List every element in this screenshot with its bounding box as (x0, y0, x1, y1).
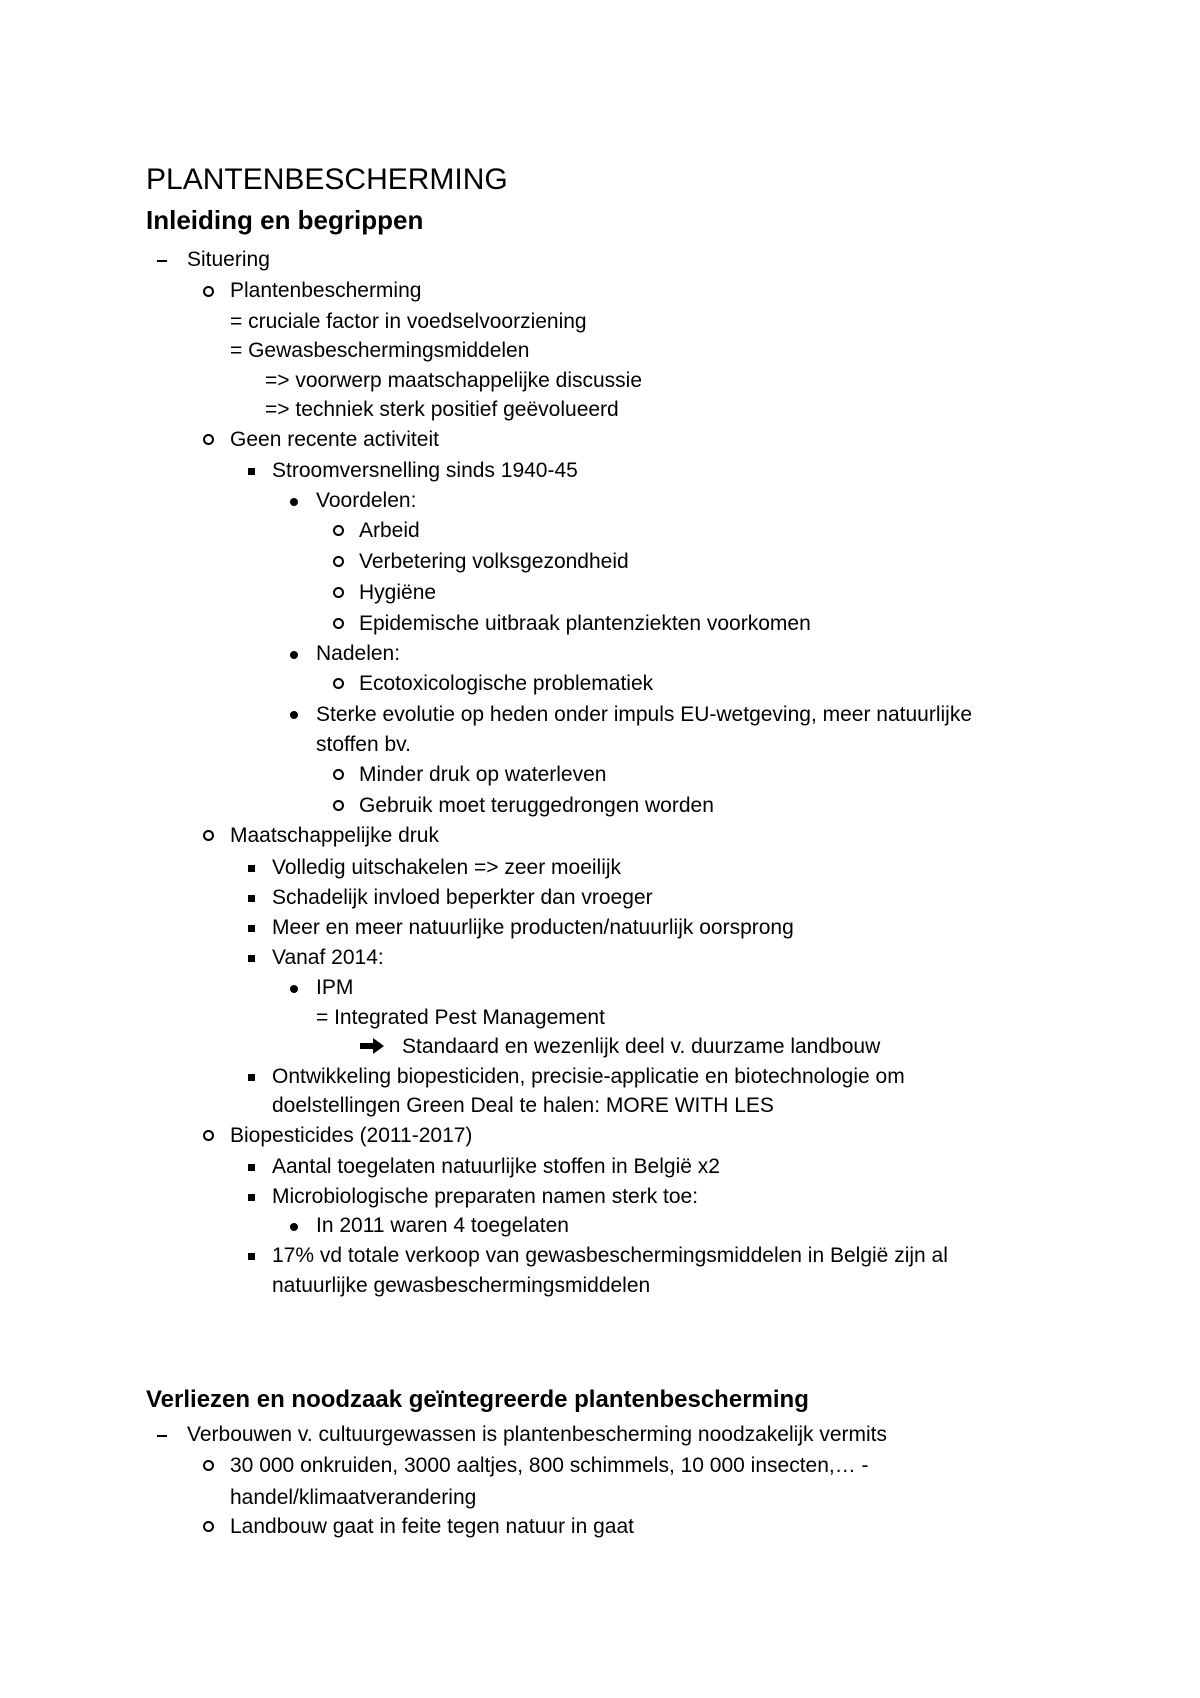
list-item-nadelen: Nadelen: (316, 642, 401, 665)
list-item-standaard: Standaard en wezenlijk deel v. duurzame landbouw (402, 1035, 881, 1058)
list-item-meer-en-meer: Meer en meer natuurlijke producten/natuurlijk oorsprong (272, 916, 794, 939)
circle-bullet (203, 286, 214, 297)
definition-line: = cruciale factor in voedselvoorziening (230, 310, 587, 333)
list-item-stroomversnelling: Stroomversnelling sinds 1940-45 (272, 459, 578, 482)
circle-bullet (203, 830, 214, 841)
definition-line: => voorwerp maatschappelijke discussie (265, 369, 643, 392)
dot-bullet (290, 711, 298, 719)
circle-bullet (203, 1521, 214, 1532)
list-item-gebruik: Gebruik moet teruggedrongen worden (359, 794, 714, 817)
square-bullet (248, 955, 255, 962)
definition-line: => techniek sterk positief geëvolueerd (265, 398, 619, 421)
list-item-volksgezondheid: Verbetering volksgezondheid (359, 550, 629, 573)
dot-bullet (290, 651, 298, 659)
list-item-epidemische: Epidemische uitbraak plantenziekten voorkomen (359, 612, 811, 635)
list-item-verkoop-cont: natuurlijke gewasbeschermingsmiddelen (272, 1274, 651, 1297)
dash-bullet (157, 1435, 167, 1437)
square-bullet (248, 1194, 255, 1201)
list-item-arbeid: Arbeid (359, 519, 420, 542)
circle-bullet (333, 769, 344, 780)
list-item-onkruiden: 30 000 onkruiden, 3000 aaltjes, 800 schimmels, 10 000 insecten,… - (230, 1454, 869, 1477)
circle-bullet (203, 434, 214, 445)
square-bullet (248, 895, 255, 902)
list-item-situering: Situering (187, 248, 270, 271)
list-item-sterke-evolutie-cont: stoffen bv. (316, 733, 411, 756)
list-item-schadelijk: Schadelijk invloed beperkter dan vroeger (272, 886, 653, 909)
square-bullet (248, 1164, 255, 1171)
list-item-biopesticides: Biopesticides (2011-2017) (230, 1124, 473, 1147)
dot-bullet (290, 985, 298, 993)
list-item-volledig: Volledig uitschakelen => zeer moeilijk (272, 856, 622, 879)
square-bullet (248, 468, 255, 475)
definition-line: = Integrated Pest Management (316, 1006, 605, 1029)
circle-bullet (333, 556, 344, 567)
list-item-aantal: Aantal toegelaten natuurlijke stoffen in België x2 (272, 1155, 720, 1178)
circle-bullet (333, 618, 344, 629)
dot-bullet (290, 498, 298, 506)
list-item-microbio: Microbiologische preparaten namen sterk toe: (272, 1185, 699, 1208)
list-item-minder-druk: Minder druk op waterleven (359, 763, 607, 786)
list-item-plantenbescherming: Plantenbescherming (230, 279, 422, 302)
square-bullet (248, 925, 255, 932)
page-title: PLANTENBESCHERMING (146, 163, 508, 196)
list-item-verkoop: 17% vd totale verkoop van gewasbeschermingsmiddelen in België zijn al (272, 1244, 948, 1267)
list-item-ecotox: Ecotoxicologische problematiek (359, 672, 654, 695)
list-item-hygiene: Hygiëne (359, 581, 437, 604)
section-heading-verliezen: Verliezen en noodzaak geïntegreerde plantenbescherming (146, 1386, 809, 1413)
list-item-geen-recente: Geen recente activiteit (230, 428, 439, 451)
circle-bullet (333, 587, 344, 598)
circle-bullet (333, 525, 344, 536)
list-item-ipm: IPM (316, 976, 354, 999)
circle-bullet (333, 800, 344, 811)
square-bullet (248, 865, 255, 872)
square-bullet (248, 1253, 255, 1260)
list-item-verbouwen: Verbouwen v. cultuurgewassen is plantenbescherming noodzakelijk vermits (187, 1423, 887, 1446)
list-item-landbouw: Landbouw gaat in feite tegen natuur in gaat (230, 1515, 634, 1538)
list-item-maatschappelijke: Maatschappelijke druk (230, 824, 439, 847)
dot-bullet (290, 1223, 298, 1231)
square-bullet (248, 1074, 255, 1081)
section-heading-inleiding: Inleiding en begrippen (146, 205, 424, 235)
definition-line: = Gewasbeschermingsmiddelen (230, 339, 530, 362)
list-item-ontwikkeling: Ontwikkeling biopesticiden, precisie-applicatie en biotechnologie om (272, 1065, 905, 1088)
list-item-onkruiden-cont: handel/klimaatverandering (230, 1486, 477, 1509)
list-item-in2011: In 2011 waren 4 toegelaten (316, 1214, 569, 1237)
arrow-right-icon (359, 1036, 385, 1056)
list-item-ontwikkeling-cont: doelstellingen Green Deal te halen: MORE WITH LES (272, 1094, 774, 1117)
list-item-voordelen: Voordelen: (316, 489, 417, 512)
circle-bullet (203, 1460, 214, 1471)
circle-bullet (203, 1130, 214, 1141)
list-item-sterke-evolutie: Sterke evolutie op heden onder impuls EU-wetgeving, meer natuurlijke (316, 703, 973, 726)
circle-bullet (333, 678, 344, 689)
list-item-vanaf: Vanaf 2014: (272, 946, 384, 969)
dash-bullet (157, 260, 167, 262)
